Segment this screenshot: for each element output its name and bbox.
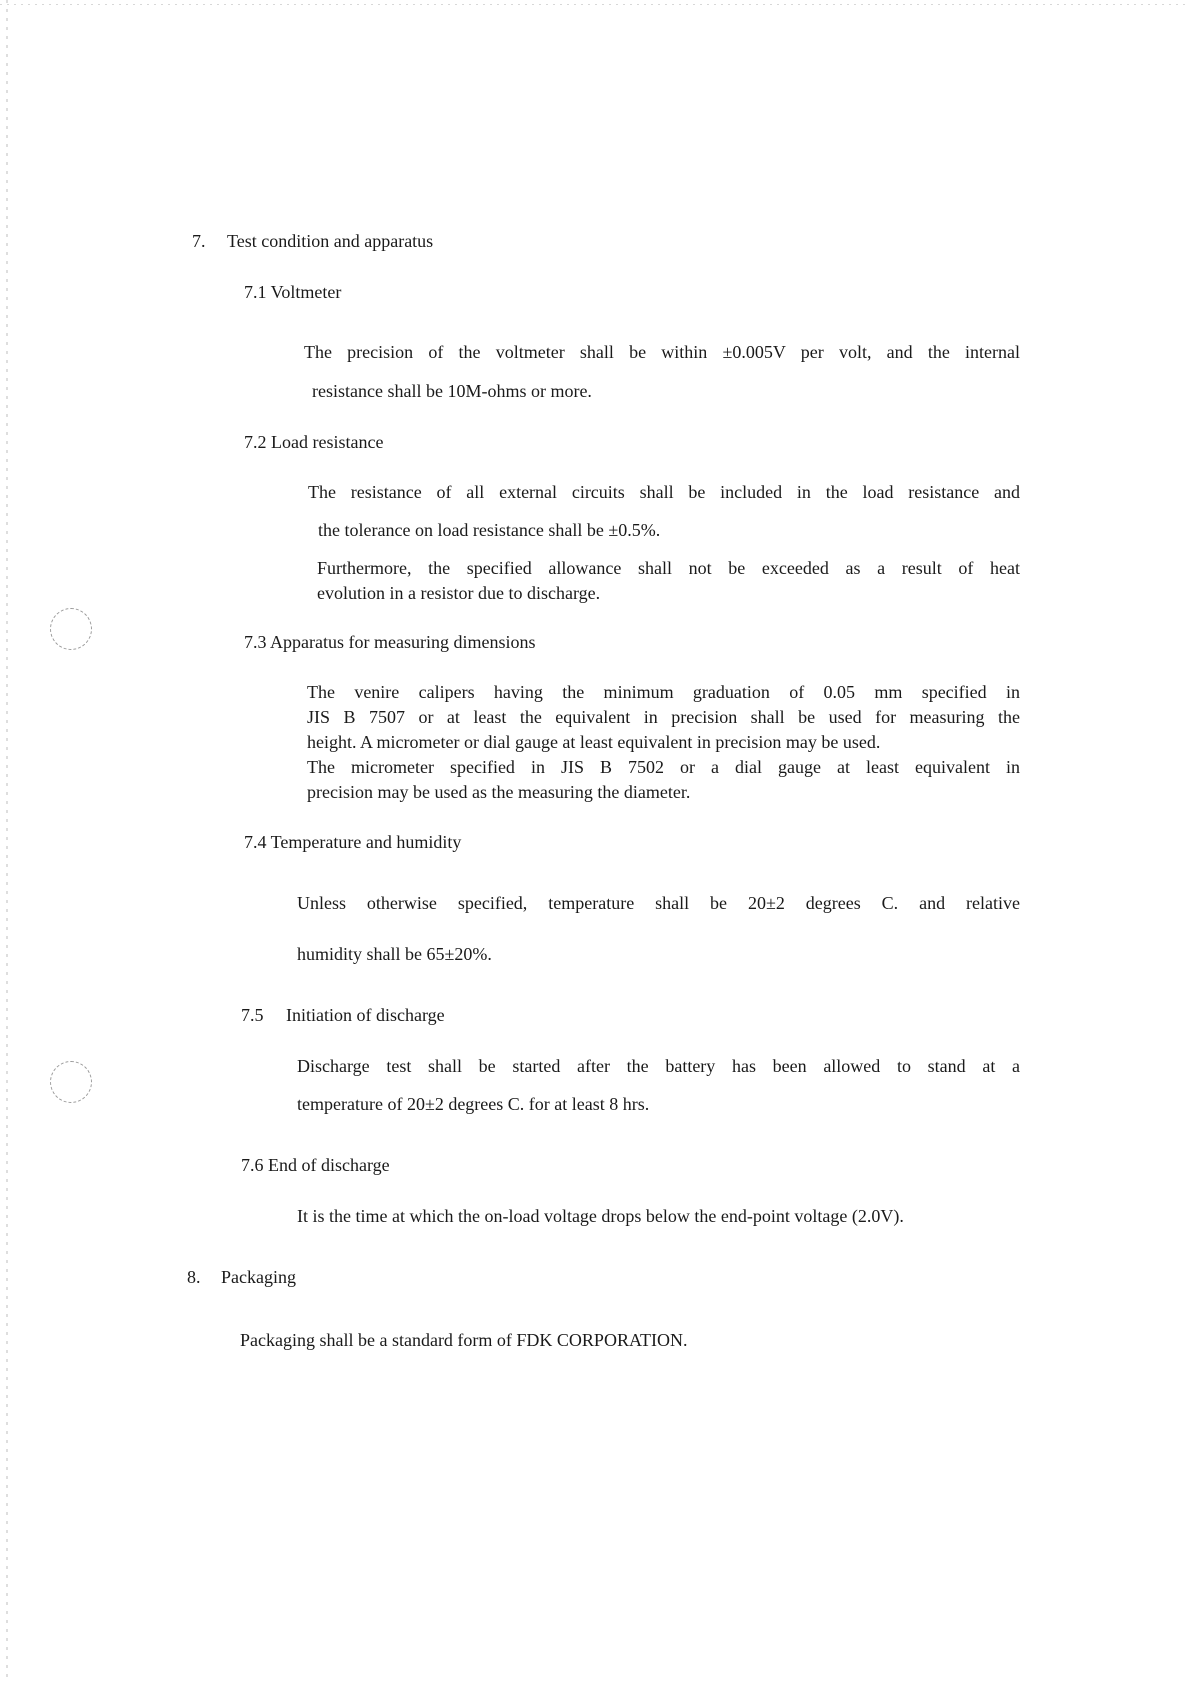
- section-8-number: 8.: [187, 1267, 201, 1287]
- punch-hole-upper: [50, 608, 92, 650]
- heading-7-2: 7.2 Load resistance: [244, 432, 384, 452]
- text-7-3-line-5: precision may be used as the measuring the diameter.: [307, 782, 691, 802]
- text-7-4-line-2: humidity shall be 65±20%.: [297, 944, 492, 964]
- text-7-2-line-3: Furthermore, the specified allowance shall not be exceeded as a result of heat: [317, 558, 1020, 578]
- text-7-2-line-2: the tolerance on load resistance shall be ±0.5%.: [318, 520, 661, 540]
- heading-7-1: 7.1 Voltmeter: [244, 282, 342, 302]
- scan-edge-top: [0, 4, 1189, 5]
- text-7-2-line-1: The resistance of all external circuits shall be included in the load resistance and: [308, 482, 1020, 502]
- section-8-title: Packaging: [221, 1267, 296, 1287]
- heading-7-6: 7.6 End of discharge: [241, 1155, 390, 1175]
- heading-7-4: 7.4 Temperature and humidity: [244, 832, 462, 852]
- heading-7-5-number: 7.5: [241, 1005, 264, 1025]
- text-7-3-line-4: The micrometer specified in JIS B 7502 or a dial gauge at least equivalent in: [307, 757, 1020, 777]
- text-7-6-line-1: It is the time at which the on-load voltage drops below the end-point voltage (2.0V).: [297, 1206, 904, 1226]
- section-7-title: Test condition and apparatus: [227, 231, 434, 251]
- section-7-number: 7.: [192, 231, 206, 251]
- text-7-5-line-1: Discharge test shall be started after the battery has been allowed to stand at a: [297, 1056, 1020, 1076]
- text-7-3-line-3: height. A micrometer or dial gauge at least equivalent in precision may be used.: [307, 732, 881, 752]
- text-7-1-line-1: The precision of the voltmeter shall be within ±0.005V per volt, and the internal: [304, 342, 1020, 362]
- text-7-1-line-2: resistance shall be 10M-ohms or more.: [312, 381, 592, 401]
- heading-7-3: 7.3 Apparatus for measuring dimensions: [244, 632, 536, 652]
- text-7-3-line-1: The venire calipers having the minimum graduation of 0.05 mm specified in: [307, 682, 1020, 702]
- punch-hole-lower: [50, 1061, 92, 1103]
- text-7-5-line-2: temperature of 20±2 degrees C. for at least 8 hrs.: [297, 1094, 650, 1114]
- text-7-2-line-4: evolution in a resistor due to discharge.: [317, 583, 601, 603]
- text-7-4-line-1: Unless otherwise specified, temperature shall be 20±2 degrees C. and relative: [297, 893, 1020, 913]
- text-8-line-1: Packaging shall be a standard form of FDK CORPORATION.: [240, 1330, 688, 1350]
- scan-edge-left: [6, 0, 8, 1681]
- heading-7-5-text: Initiation of discharge: [286, 1005, 445, 1025]
- text-7-3-line-2: JIS B 7507 or at least the equivalent in precision shall be used for measuring the: [307, 707, 1020, 727]
